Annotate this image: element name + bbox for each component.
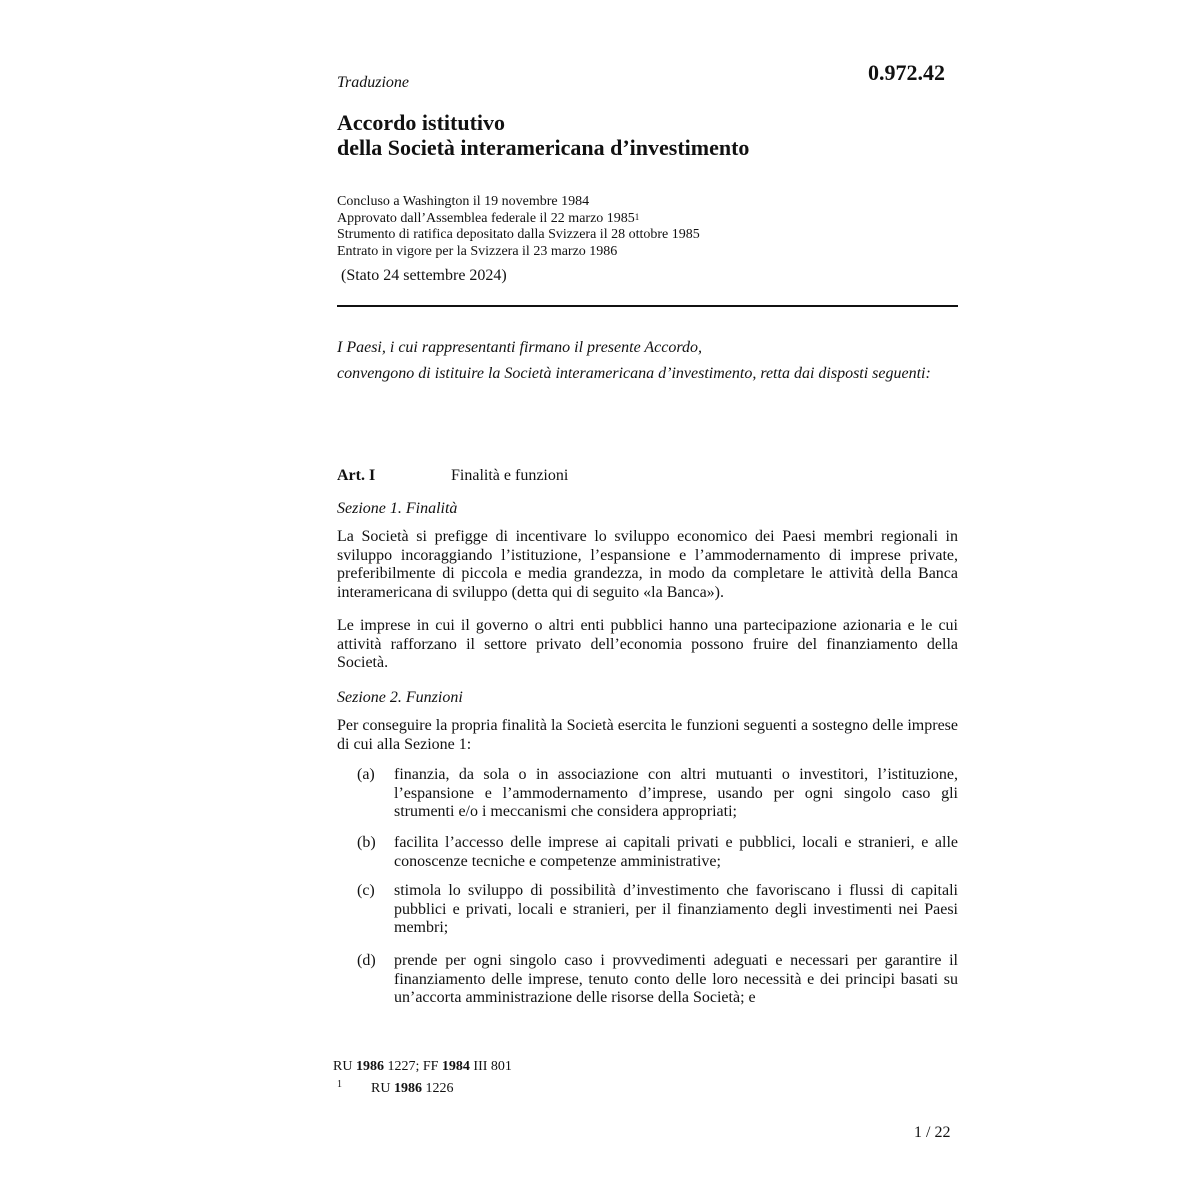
in-force-line: Entrato in vigore per la Svizzera il 23 marzo 1986 (337, 243, 618, 259)
footnote-marker: 1 (337, 1079, 342, 1090)
section-1-title: Sezione 1. Finalità (337, 500, 458, 517)
ratification-line: Strumento di ratifica depositato dalla Svizzera il 28 ottobre 1985 (337, 227, 700, 242)
list-item-label: (b) (357, 834, 376, 851)
list-item-text: stimola lo sviluppo di possibilità d’investimento che favoriscano i flussi di capitali pubblici e privati, locali e stranieri, per il finanziamento degli investimenti nei Paesi membri; (394, 882, 958, 936)
footnote-ref[interactable]: 1 (634, 211, 640, 222)
list-item-text: prende per ogni singolo caso i provvedimenti adeguati e necessari per garantire il finanziamento delle imprese, tenuto conto delle loro necessità e dei principi basati su un’accorta amministrazione delle risorse della Società; e (394, 952, 958, 1006)
preamble-line-1: I Paesi, i cui rappresentanti firmano il presente Accordo, (337, 339, 702, 356)
approved-line: Approvato dall’Assemblea federale il 22 marzo 1985$^1$ (337, 210, 640, 226)
list-item-label: (d) (357, 952, 376, 969)
official-reference: RU 1986 1227; FF 1984 III 801 (333, 1059, 512, 1074)
preamble-line-2: convengono di istituire la Società interamericana d’investimento, retta dai disposti seguenti: (337, 365, 931, 382)
section-1-paragraph-2: Le imprese in cui il governo o altri enti pubblici hanno una partecipazione azionaria e le cui attività rafforzano il settore privato dell’economia possono fruire del finanziamento della Società. (337, 617, 958, 671)
concluded-line: Concluso a Washington il 19 novembre 1984 (337, 194, 590, 209)
translation-label: Traduzione (337, 74, 410, 91)
status-line: (Stato 24 settembre 2024) (341, 267, 507, 284)
title-line-1: Accordo istitutivo (337, 110, 506, 135)
article-number: Art. I (337, 467, 376, 484)
document-title (337, 110, 749, 160)
list-item-label: (a) (357, 766, 375, 783)
article-title: Finalità e funzioni (451, 467, 569, 484)
document-code: 0.972.42 (868, 60, 945, 85)
list-item-text: facilita l’accesso delle imprese ai capitali privati e pubblici, locali e stranieri, e alle conoscenze tecniche e competenze amministrative; (394, 834, 958, 870)
document-metadata (337, 194, 700, 260)
list-item-label: (c) (357, 882, 375, 899)
list-item-text: finanzia, da sola o in associazione con altri mutuanti o investitori, l’istituzione, l’espansione e l’ammodernamento d’imprese, usando per ogni singolo caso gli strumenti e/o i meccanismi che considera appropriati; (394, 766, 958, 820)
section-2-title: Sezione 2. Funzioni (337, 689, 463, 706)
footnote-text: RU 1986 1226 (371, 1081, 454, 1096)
title-line-2: della Società interamericana d’investimento (337, 135, 750, 160)
section-1-paragraph-1: La Società si prefigge di incentivare lo sviluppo economico dei Paesi membri regionali in sviluppo incoraggiando l’istituzione, l’espansione e l’ammodernamento di imprese private, preferibilmente di piccola e media grandezza, in modo da completare le attività della Banca interamericana di sviluppo (detta qui di seguito «la Banca»). (337, 528, 958, 601)
header-divider (337, 305, 958, 307)
section-2-intro: Per conseguire la propria finalità la Società esercita le funzioni seguenti a sostegno delle imprese di cui alla Sezione 1: (337, 717, 958, 753)
article-heading (337, 467, 568, 485)
page-number: 1 / 22 (914, 1124, 951, 1141)
